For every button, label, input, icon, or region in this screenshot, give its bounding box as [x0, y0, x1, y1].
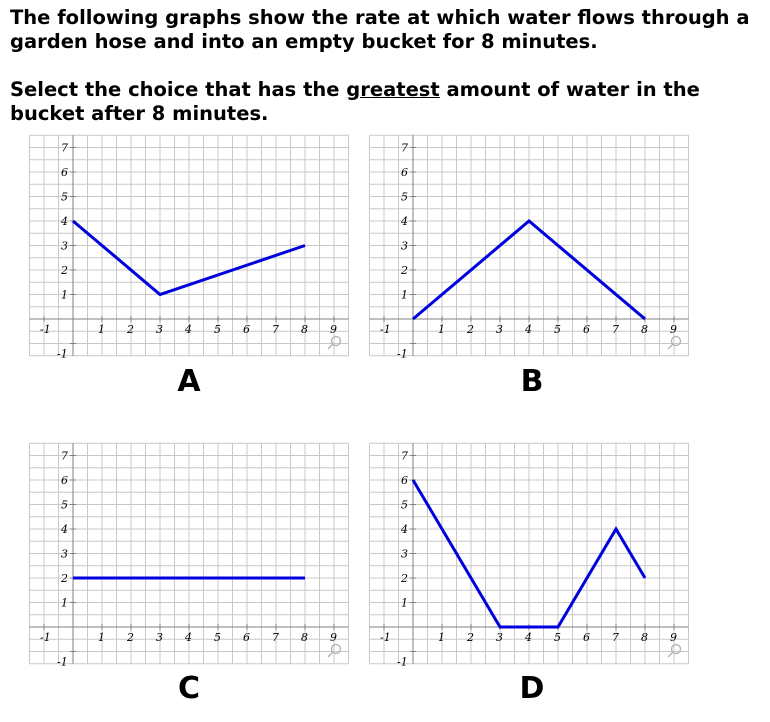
- y-tick-label: 1: [61, 596, 68, 610]
- x-tick-label: 2: [467, 323, 474, 336]
- question-intro: The following graphs show the rate at which water flows through a garden hose and into an empty bucket for 8 minutes.: [10, 6, 750, 53]
- y-tick-label: 2: [401, 572, 408, 585]
- x-tick-label: 9: [670, 323, 677, 336]
- x-tick-label: 4: [525, 323, 532, 336]
- prompt-emphasis: greatest: [346, 78, 440, 101]
- y-tick-label: -1: [57, 655, 68, 669]
- graph-b[interactable]: [370, 141, 690, 361]
- y-tick-label: 5: [401, 190, 408, 204]
- choice-b-label[interactable]: B: [520, 364, 544, 399]
- prompt-text-start: Select the choice that has the: [10, 78, 347, 101]
- y-tick-label: 2: [401, 264, 408, 277]
- y-tick-label: 2: [61, 572, 68, 585]
- x-tick-label: 8: [301, 631, 308, 644]
- y-tick-label: 5: [61, 190, 68, 204]
- choice-d-label[interactable]: D: [519, 671, 545, 706]
- y-tick-label: -1: [397, 347, 408, 361]
- x-tick-label: 9: [330, 631, 337, 644]
- x-tick-label: 9: [330, 323, 337, 336]
- x-tick-label: 4: [185, 323, 192, 336]
- choice-c-label[interactable]: C: [177, 671, 201, 706]
- x-tick-label: 6: [243, 323, 250, 336]
- x-tick-label: 3: [496, 631, 503, 644]
- y-tick-label: 7: [61, 449, 68, 463]
- graph-d[interactable]: [370, 449, 690, 669]
- x-tick-label: 1: [98, 631, 105, 644]
- y-tick-label: 7: [61, 141, 68, 155]
- x-tick-label: 8: [301, 323, 308, 336]
- x-tick-label: -1: [380, 323, 391, 336]
- choice-a-label[interactable]: A: [177, 364, 201, 399]
- y-tick-label: 5: [401, 498, 408, 512]
- y-tick-label: -1: [397, 655, 408, 669]
- x-tick-label: 2: [127, 323, 134, 336]
- x-tick-label: 2: [127, 631, 134, 644]
- y-tick-label: 4: [401, 523, 408, 536]
- y-tick-label: 3: [61, 547, 68, 561]
- x-tick-label: 5: [554, 323, 561, 336]
- prompt-text-end: amount of water in the bucket after 8 minutes.: [10, 78, 700, 125]
- zoom-icon-handle: [668, 344, 673, 349]
- graph-a[interactable]: [30, 141, 350, 361]
- x-tick-label: 4: [525, 631, 532, 644]
- x-tick-label: 8: [641, 323, 648, 336]
- x-tick-label: 5: [214, 323, 221, 336]
- y-tick-label: 4: [61, 215, 68, 228]
- x-tick-label: 5: [554, 631, 561, 644]
- x-tick-label: 7: [612, 323, 619, 336]
- x-tick-label: 3: [156, 323, 163, 336]
- y-tick-label: 6: [401, 474, 408, 487]
- x-tick-label: 5: [214, 631, 221, 644]
- y-tick-label: 3: [401, 547, 408, 561]
- y-tick-label: 6: [61, 474, 68, 487]
- x-tick-label: 7: [612, 631, 619, 644]
- x-tick-label: 7: [272, 323, 279, 336]
- x-tick-label: 1: [98, 323, 105, 336]
- x-tick-label: 7: [272, 631, 279, 644]
- zoom-icon-handle: [328, 344, 333, 349]
- y-tick-label: 1: [401, 596, 408, 610]
- x-tick-label: 6: [583, 323, 590, 336]
- x-tick-label: -1: [40, 323, 51, 336]
- x-tick-label: 4: [185, 631, 192, 644]
- zoom-icon-handle: [328, 652, 333, 657]
- x-tick-label: 1: [438, 631, 445, 644]
- y-tick-label: 7: [401, 449, 408, 463]
- y-tick-label: 6: [401, 166, 408, 179]
- graph-c[interactable]: [30, 449, 350, 669]
- x-tick-label: 6: [583, 631, 590, 644]
- y-tick-label: -1: [57, 347, 68, 361]
- x-tick-label: 3: [156, 631, 163, 644]
- y-tick-label: 7: [401, 141, 408, 155]
- x-tick-label: -1: [40, 631, 51, 644]
- x-tick-label: 1: [438, 323, 445, 336]
- question-prompt: [10, 78, 760, 126]
- x-tick-label: 6: [243, 631, 250, 644]
- y-tick-label: 1: [61, 288, 68, 302]
- y-tick-label: 3: [61, 239, 68, 253]
- x-tick-label: 2: [467, 631, 474, 644]
- y-tick-label: 4: [61, 523, 68, 536]
- y-tick-label: 4: [401, 215, 408, 228]
- zoom-icon-handle: [668, 652, 673, 657]
- x-tick-label: 8: [641, 631, 648, 644]
- y-tick-label: 6: [61, 166, 68, 179]
- x-tick-label: 9: [670, 631, 677, 644]
- y-tick-label: 5: [61, 498, 68, 512]
- x-tick-label: -1: [380, 631, 391, 644]
- y-tick-label: 1: [401, 288, 408, 302]
- x-tick-label: 3: [496, 323, 503, 336]
- y-tick-label: 3: [401, 239, 408, 253]
- y-tick-label: 2: [61, 264, 68, 277]
